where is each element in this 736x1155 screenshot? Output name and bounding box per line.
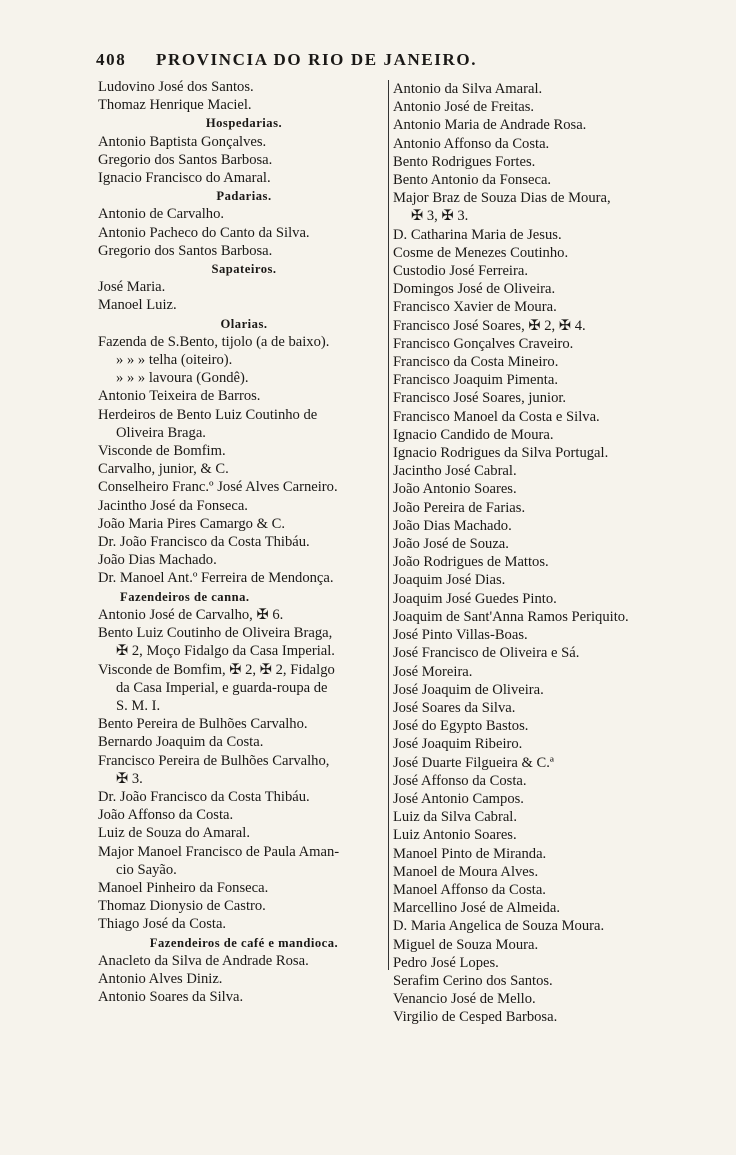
list-item: Francisco José Soares, ✠ 2, ✠ 4. (393, 317, 586, 334)
list-item: » » » telha (oiteiro). (116, 352, 233, 369)
list-item: Antonio da Silva Amaral. (393, 81, 543, 97)
list-item: João Antonio Soares. (393, 481, 517, 498)
list-item: João Dias Machado. (393, 517, 512, 534)
list-item: João Rodrigues de Mattos. (393, 554, 549, 571)
list-item: Anacleto da Silva de Andrade Rosa. (98, 952, 309, 969)
list-item: Visconde de Bomfim. (98, 443, 226, 460)
list-item: Antonio Baptista Gonçalves. (98, 133, 267, 150)
list-item: Francisco Gonçalves Craveiro. (393, 335, 574, 352)
list-item: Custodio José Ferreira. (393, 263, 528, 280)
list-item: Dr. João Francisco da Costa Thibáu. (98, 534, 310, 551)
list-item: José do Egypto Bastos. (393, 718, 529, 735)
list-item: Antonio de Carvalho. (98, 206, 225, 223)
list-item: Herdeiros de Bento Luiz Coutinho de (98, 406, 318, 423)
page-title: PROVINCIA DO RIO DE JANEIRO. (156, 50, 478, 69)
list-item: Fazenda de S.Bento, tijolo (a de baixo). (98, 333, 330, 350)
list-item: Antonio José de Freitas. (393, 99, 535, 116)
list-item: José Soares da Silva. (393, 699, 516, 716)
list-item: José Francisco de Oliveira e Sá. (393, 645, 580, 662)
list-item: Dr. João Francisco da Costa Thibáu. (98, 788, 310, 805)
list-item: Francisco Pereira de Bulhões Carvalho, (98, 752, 330, 769)
list-item: João Dias Machado. (98, 552, 217, 569)
list-item: Serafim Cerino dos Santos. (393, 972, 553, 989)
list-item: Antonio Affonso da Costa. (393, 135, 550, 152)
list-item: Gregorio dos Santos Barbosa. (98, 242, 273, 259)
list-item: Ignacio Francisco do Amaral. (98, 170, 271, 187)
list-item: » » » lavoura (Gondê). (116, 370, 249, 387)
list-item: Francisco Joaquim Pimenta. (393, 372, 558, 389)
list-item: Joaquim José Dias. (393, 572, 506, 589)
list-item-continuation: S. M. I. (116, 697, 161, 714)
list-item: Jacintho José Cabral. (393, 463, 517, 480)
list-item: Antonio Teixeira de Barros. (98, 388, 261, 405)
list-item: Virgilio de Cesped Barbosa. (393, 1009, 558, 1026)
list-item: Antonio Alves Diniz. (98, 970, 223, 987)
list-item: Marcellino José de Almeida. (393, 900, 560, 917)
list-item: Ludovino José dos Santos. (98, 79, 254, 95)
list-item: Antonio José de Carvalho, ✠ 6. (98, 606, 284, 623)
list-item-continuation: cio Sayão. (116, 861, 177, 878)
list-item: Conselheiro Franc.º José Alves Carneiro. (98, 479, 338, 496)
page-header (96, 50, 596, 70)
list-item: Francisco Manoel da Costa e Silva. (393, 408, 600, 425)
list-item-continuation: ✠ 2, Moço Fidalgo da Casa Imperial. (116, 643, 335, 660)
list-item: Miguel de Souza Moura. (393, 936, 539, 953)
list-item: João José de Souza. (393, 536, 509, 553)
list-item: Bernardo Joaquim da Costa. (98, 734, 264, 751)
list-item: José Joaquim de Oliveira. (393, 681, 544, 698)
list-item: Manoel Luiz. (98, 297, 177, 314)
list-item: Gregorio dos Santos Barbosa. (98, 151, 273, 168)
list-item: Manoel Pinto de Miranda. (393, 845, 547, 862)
list-item: Bento Pereira de Bulhões Carvalho. (98, 716, 308, 733)
list-item: Manoel Affonso da Costa. (393, 881, 546, 898)
list-item: Luiz Antonio Soares. (393, 827, 517, 844)
list-item: Joaquim de Sant'Anna Ramos Periquito. (393, 608, 629, 625)
list-item: Francisco José Soares, junior. (393, 390, 567, 407)
list-item: Francisco da Costa Mineiro. (393, 354, 559, 371)
list-item-continuation: ✠ 3. (116, 770, 143, 787)
list-item: José Duarte Filgueira & C.ª (393, 754, 554, 771)
list-item-continuation: ✠ 3, ✠ 3. (411, 208, 469, 225)
list-item: Bento Antonio da Fonseca. (393, 172, 552, 189)
list-item: Antonio Pacheco do Canto da Silva. (98, 224, 310, 241)
list-item: Cosme de Menezes Coutinho. (393, 244, 569, 261)
list-item: D. Maria Angelica de Souza Moura. (393, 918, 605, 935)
section-heading-sapateiros: Sapateiros. (211, 262, 277, 277)
page-number: 408 (96, 50, 127, 69)
list-item: Joaquim José Guedes Pinto. (393, 590, 557, 607)
list-item: Antonio Soares da Silva. (98, 989, 244, 1006)
list-item: João Affonso da Costa. (98, 807, 234, 824)
list-item: Luiz de Souza do Amaral. (98, 825, 250, 842)
list-item: Manoel Pinheiro da Fonseca. (98, 879, 269, 896)
list-item: Major Braz de Souza Dias de Moura, (393, 190, 611, 207)
list-item: Thiago José da Costa. (98, 916, 227, 933)
list-item: Bento Luiz Coutinho de Oliveira Braga, (98, 625, 333, 642)
list-item: D. Catharina Maria de Jesus. (393, 226, 562, 243)
list-item: Luiz da Silva Cabral. (393, 809, 518, 826)
section-heading-fazendeiros-canna: Fazendeiros de canna. (120, 589, 250, 604)
list-item-continuation: Oliveira Braga. (116, 424, 206, 441)
list-item: Bento Rodrigues Fortes. (393, 153, 536, 170)
list-item: João Pereira de Farias. (393, 499, 526, 516)
list-item: José Moreira. (393, 663, 473, 680)
list-item-continuation: da Casa Imperial, e guarda-roupa de (116, 679, 328, 696)
list-item: Major Manoel Francisco de Paula Aman- (98, 843, 340, 860)
list-item: José Pinto Villas-Boas. (393, 627, 528, 644)
section-heading-fazendeiros-cafe: Fazendeiros de café e mandioca. (149, 935, 339, 950)
list-item: Domingos José de Oliveira. (393, 281, 556, 298)
list-item: Pedro José Lopes. (393, 954, 499, 971)
list-item: José Affonso da Costa. (393, 772, 527, 789)
list-item: Venancio José de Mello. (393, 991, 536, 1008)
right-column (388, 80, 693, 1026)
left-column (98, 78, 390, 1006)
list-item: Thomaz Dionysio de Castro. (98, 898, 266, 915)
list-item: Ignacio Rodrigues da Silva Portugal. (393, 445, 609, 462)
list-item: Manoel de Moura Alves. (393, 863, 539, 880)
list-item: Ignacio Candido de Moura. (393, 426, 554, 443)
list-item: João Maria Pires Camargo & C. (98, 515, 285, 532)
section-heading-olarias: Olarias. (220, 316, 268, 331)
list-item: Thomaz Henrique Maciel. (98, 97, 252, 114)
list-item: José Maria. (98, 279, 166, 296)
list-item: José Joaquim Ribeiro. (393, 736, 523, 753)
list-item: Jacintho José da Fonseca. (98, 497, 248, 514)
list-item: Dr. Manoel Ant.º Ferreira de Mendonça. (98, 570, 334, 587)
list-item: Visconde de Bomfim, ✠ 2, ✠ 2, Fidalgo (98, 661, 335, 678)
list-item: José Antonio Campos. (393, 790, 524, 807)
list-item: Antonio Maria de Andrade Rosa. (393, 117, 587, 134)
section-heading-hospedarias: Hospedarias. (205, 116, 283, 131)
section-heading-padarias: Padarias. (216, 189, 272, 204)
list-item: Francisco Xavier de Moura. (393, 299, 557, 316)
list-item: Carvalho, junior, & C. (98, 461, 229, 478)
